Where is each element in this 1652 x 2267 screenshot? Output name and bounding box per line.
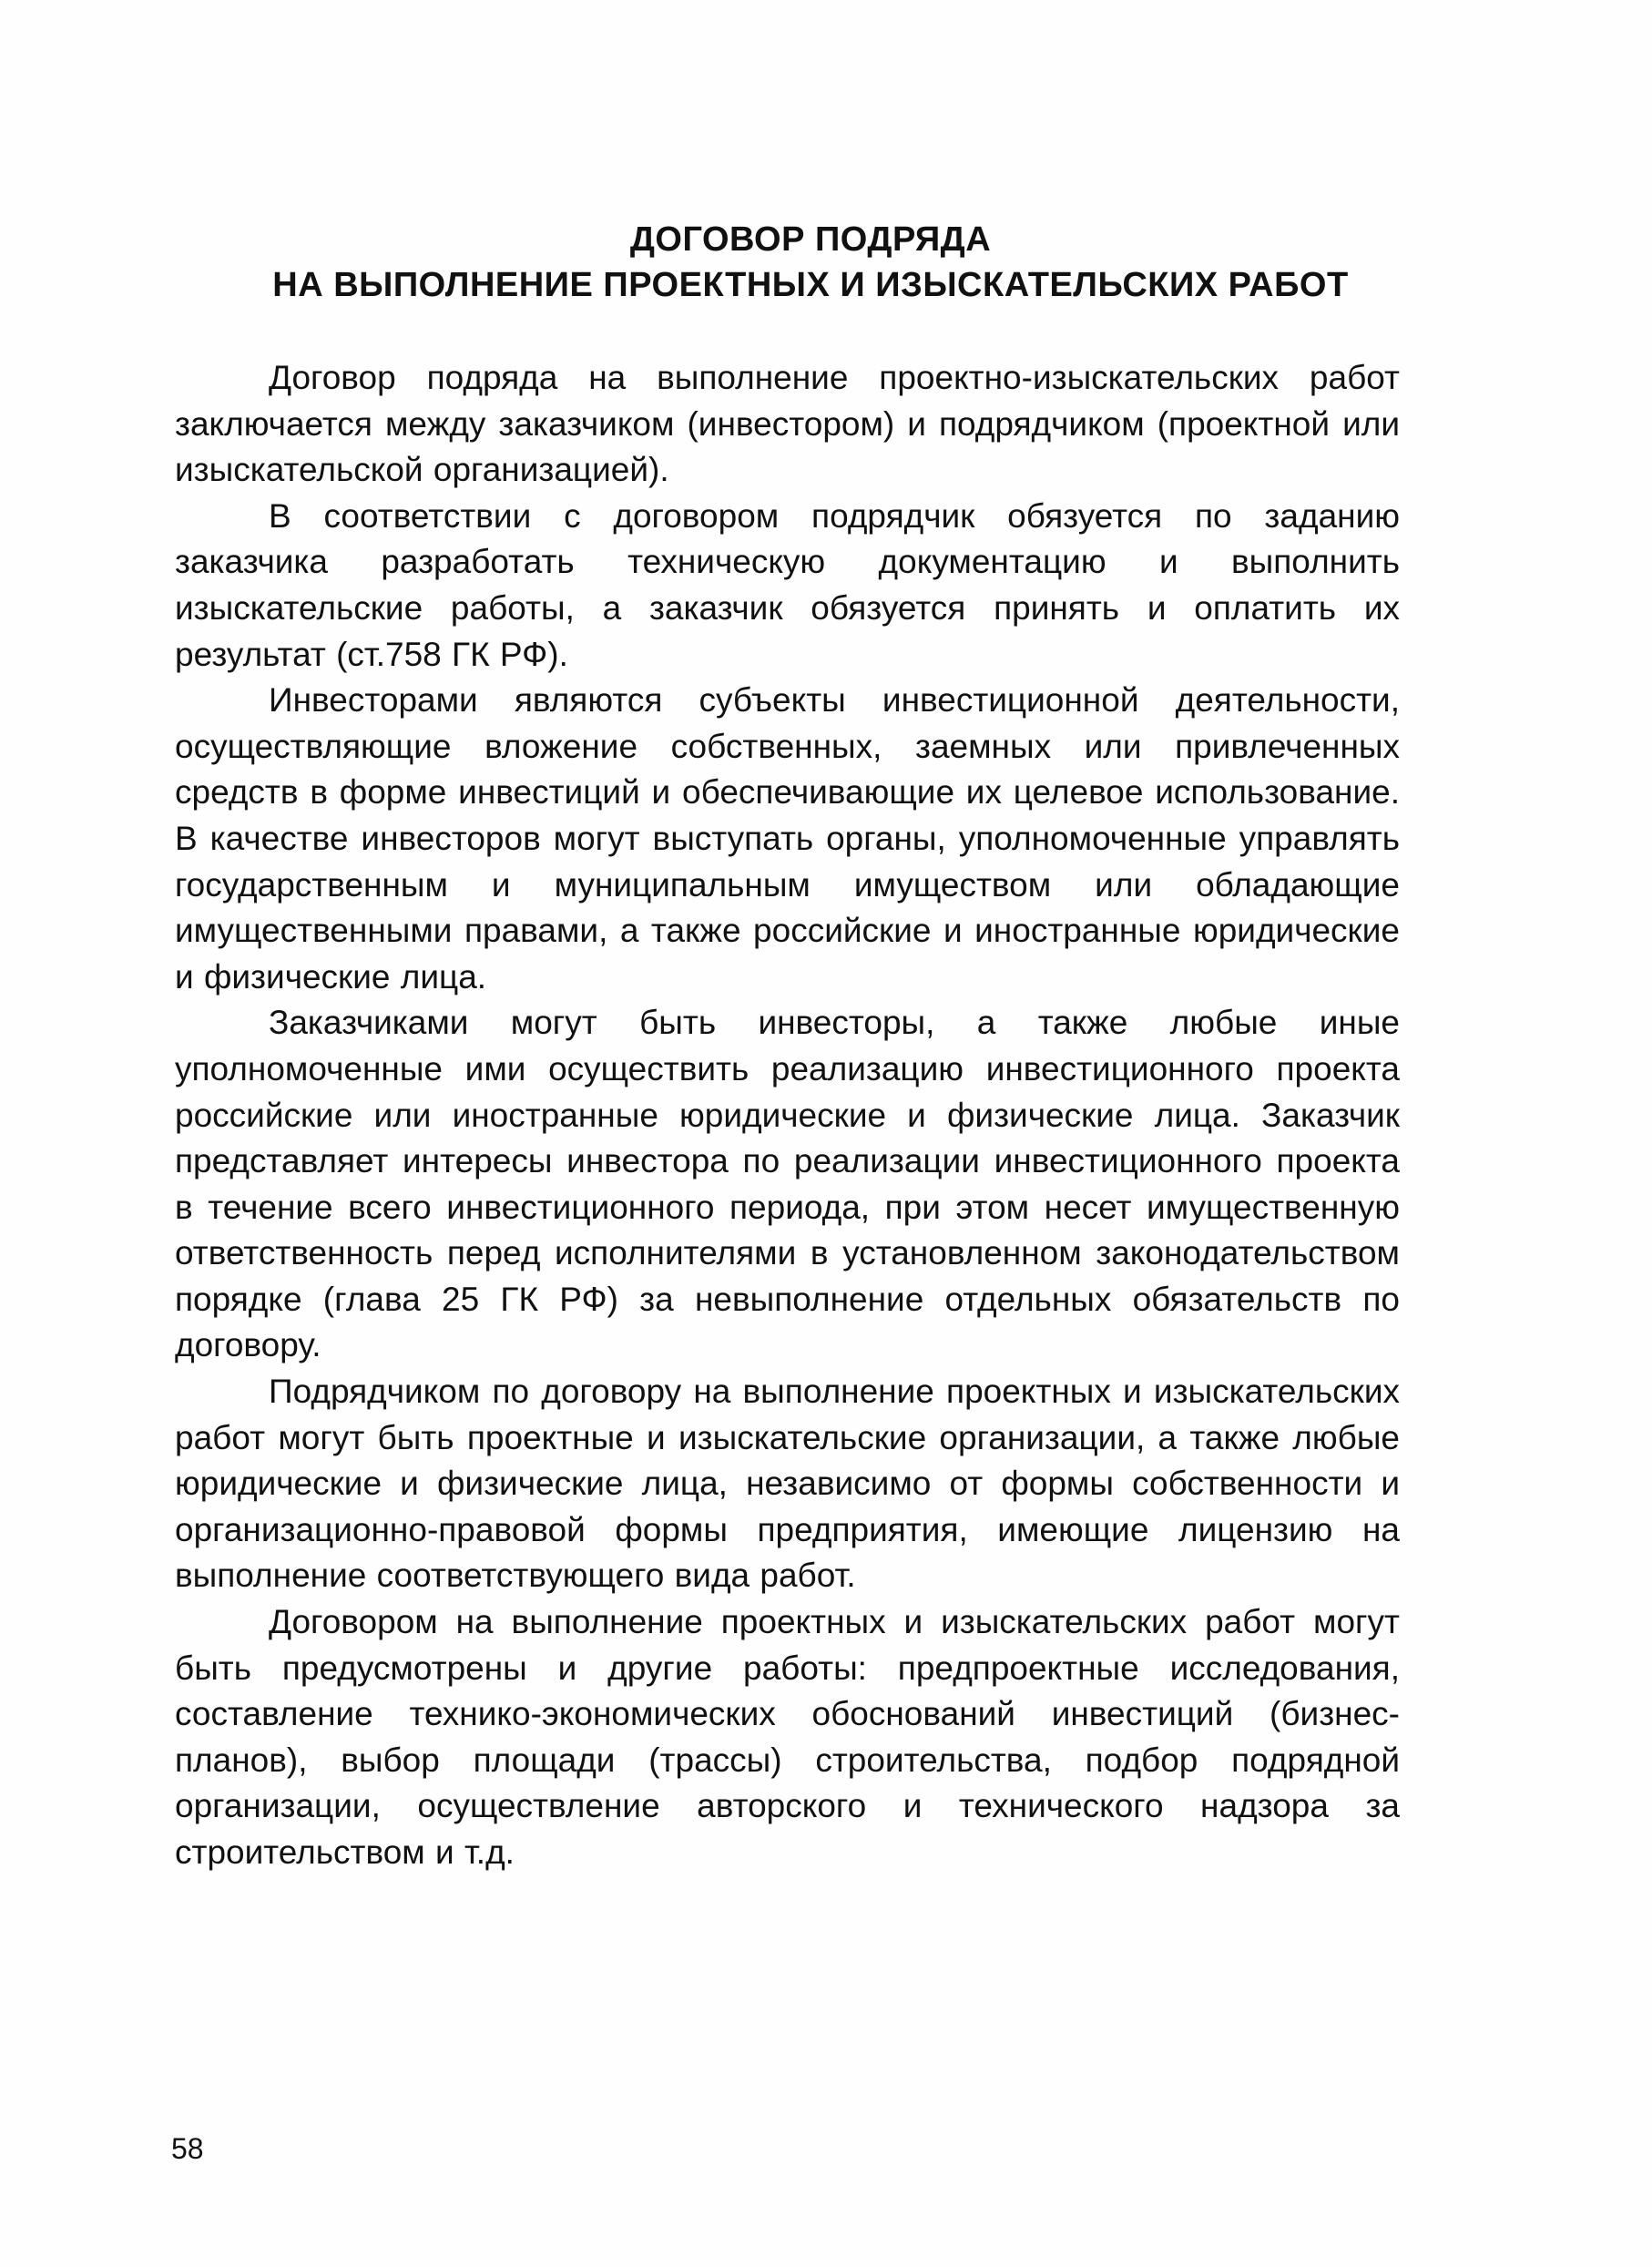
paragraph-contractors: Подрядчиком по договору на выполнение проектных и изыскательских работ могут быть проектные и изыскательские организации, а также любые юридические и физические лица, независимо от формы собственности и организационно-правовой формы предприятия, имеющие лицензию на выполнение соответствующего вида работ.	[175, 1373, 1400, 1595]
title-line-2: НА ВЫПОЛНЕНИЕ ПРОЕКТНЫХ И ИЗЫСКАТЕЛЬСКИХ РАБОТ	[272, 266, 1349, 304]
document-body	[175, 355, 1400, 1876]
paragraph-investors: Инвесторами являются субъекты инвестиционной деятельности, осуществляющие вложение собственных, заемных или привлеченных средств в форме инвестиций и обеспечивающие их целевое использование. В качестве инвесторов могут выступать органы, уполномоченные управлять государственным и муниципальным имуществом или обладающие имущественными правами, а также российские и иностранные юридические и физические лица.	[175, 681, 1400, 996]
paragraph-additional-works: Договором на выполнение проектных и изыскательских работ могут быть предусмотрены и другие работы: предпроектные исследования, составление технико-экономических обоснований инвестиций (бизнес-планов), выбор площади (трассы) строительства, подбор подрядной организации, осуществление авторского и технического надзора за строительством и т.д.	[175, 1603, 1400, 1871]
document-title	[173, 217, 1448, 308]
paragraph-contract-parties: Договор подряда на выполнение проектно-изыскательских работ заключается между заказчиком (инвестором) и подрядчиком (проектной или изыскательской организацией).	[175, 359, 1400, 489]
paragraph-contractor-obligations: В соответствии с договором подрядчик обязуется по заданию заказчика разработать техническую документацию и выполнить изыскательские работы, а заказчик обязуется принять и оплатить их результат (ст.758 ГК РФ).	[175, 496, 1400, 673]
title-line-1: ДОГОВОР ПОДРЯДА	[629, 220, 992, 259]
paragraph-customers: Заказчиками могут быть инвесторы, а также любые иные уполномоченные ими осуществить реализацию инвестиционного проекта российские или иностранные юридические и физические лица. Заказчик представляет интересы инвестора по реализации инвестиционного проекта в течение всего инвестиционного периода, при этом несет имущественную ответственность перед исполнителями в установленном законодательством порядке (глава 25 ГК РФ) за невыполнение отдельных обязательств по договору.	[175, 1004, 1400, 1364]
page-number: 58	[171, 2132, 204, 2165]
